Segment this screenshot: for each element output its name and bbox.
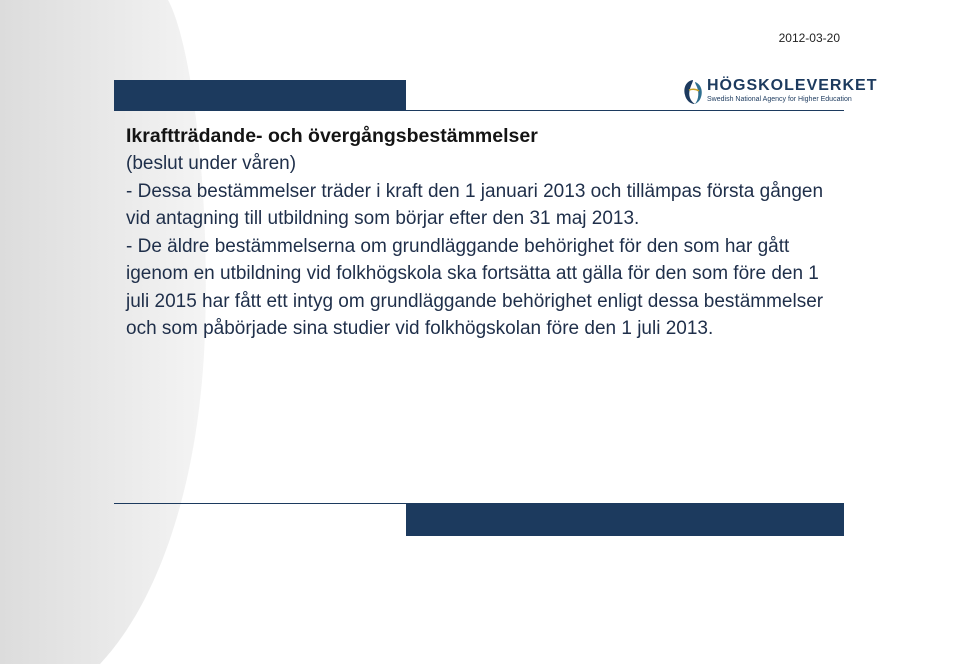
logo-subtitle: Swedish National Agency for Higher Education [707,96,852,103]
paragraph-effective-date: - Dessa bestämmelser träder i kraft den 1 januari 2013 och tillämpas första gången vid antagning till utbildning som börjar efter den 31 maj 2013. [126,180,824,229]
slide-title: Ikraftträdande- och övergångsbestämmelser [126,125,538,147]
footer-accent-bar [406,503,844,536]
header-divider [114,110,844,111]
globe-icon [682,78,704,106]
slide-date: 2012-03-20 [778,31,840,45]
slide-content [126,122,826,343]
hogskoleverket-logo [682,76,878,108]
logo-name: HÖGSKOLEVERKET [707,77,878,94]
slide-subtitle: (beslut under våren) [126,153,297,174]
header-accent-bar [114,80,406,111]
paragraph-older-rules: - De äldre bestämmelserna om grundläggande behörighet för den som har gått igenom en utbildning vid folkhögskola ska fortsätta att gälla för den som före den 1 juli 2015 har fått ett intyg om grundläggande behörighet enligt dessa bestämmelser och som påbörjade sina studier vid folkhögskolan före den 1 juli 2013. [126,235,824,339]
